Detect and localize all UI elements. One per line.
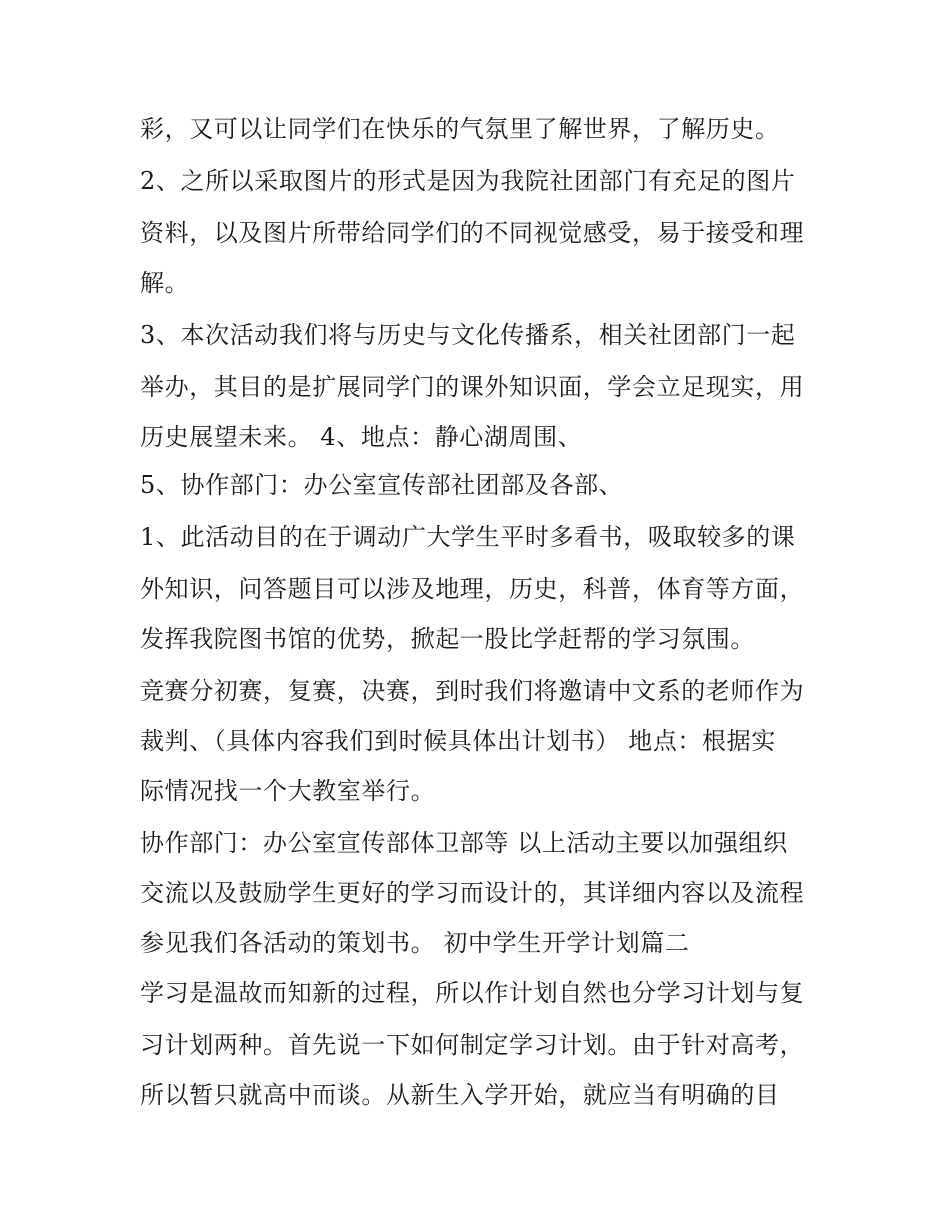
text-line: 际情况找一个大教室举行。 — [140, 777, 436, 805]
text-line: 所以暂只就高中而谈。从新生入学开始，就应当有明确的目 — [140, 1081, 780, 1109]
text-line: 5、协作部门：办公室宣传部社团部及各部、 — [140, 471, 624, 499]
text-line: 参见我们各活动的策划书。 初中学生开学计划篇二 — [140, 929, 690, 957]
text-line: 历史展望未来。 4、地点：静心湖周围、 — [140, 423, 583, 451]
text-line: 资料，以及图片所带给同学们的不同视觉感受，易于接受和理 — [140, 219, 805, 247]
text-line: 外知识，问答题目可以涉及地理，历史，科普，体育等方面， — [140, 575, 805, 603]
text-line: 彩，又可以让同学们在快乐的气氛里了解世界，了解历史。 — [140, 115, 780, 143]
text-line: 3、本次活动我们将与历史与文化传播系，相关社团部门一起 — [140, 321, 796, 349]
text-line: 2、之所以采取图片的形式是因为我院社团部门有充足的图片 — [140, 167, 796, 195]
text-line: 1、此活动目的在于调动广大学生平时多看书，吸取较多的课 — [140, 523, 796, 551]
text-line: 协作部门：办公室宣传部体卫部等 以上活动主要以加强组织 — [140, 829, 788, 857]
text-line: 交流以及鼓励学生更好的学习而设计的，其详细内容以及流程 — [140, 879, 805, 907]
text-line: 习计划两种。首先说一下如何制定学习计划。由于针对高考， — [140, 1031, 805, 1059]
text-line: 举办，其目的是扩展同学门的课外知识面，学会立足现实，用 — [140, 373, 805, 401]
text-line: 解。 — [140, 269, 190, 297]
text-line: 发挥我院图书馆的优势，掀起一股比学赶帮的学习氛围。 — [140, 625, 755, 653]
text-line: 竞赛分初赛，复赛，决赛，到时我们将邀请中文系的老师作为 — [140, 677, 805, 705]
text-line: 裁判、（具体内容我们到时候具体出计划书） 地点：根据实 — [140, 727, 776, 755]
text-line: 学习是温故而知新的过程，所以作计划自然也分学习计划与复 — [140, 979, 805, 1007]
